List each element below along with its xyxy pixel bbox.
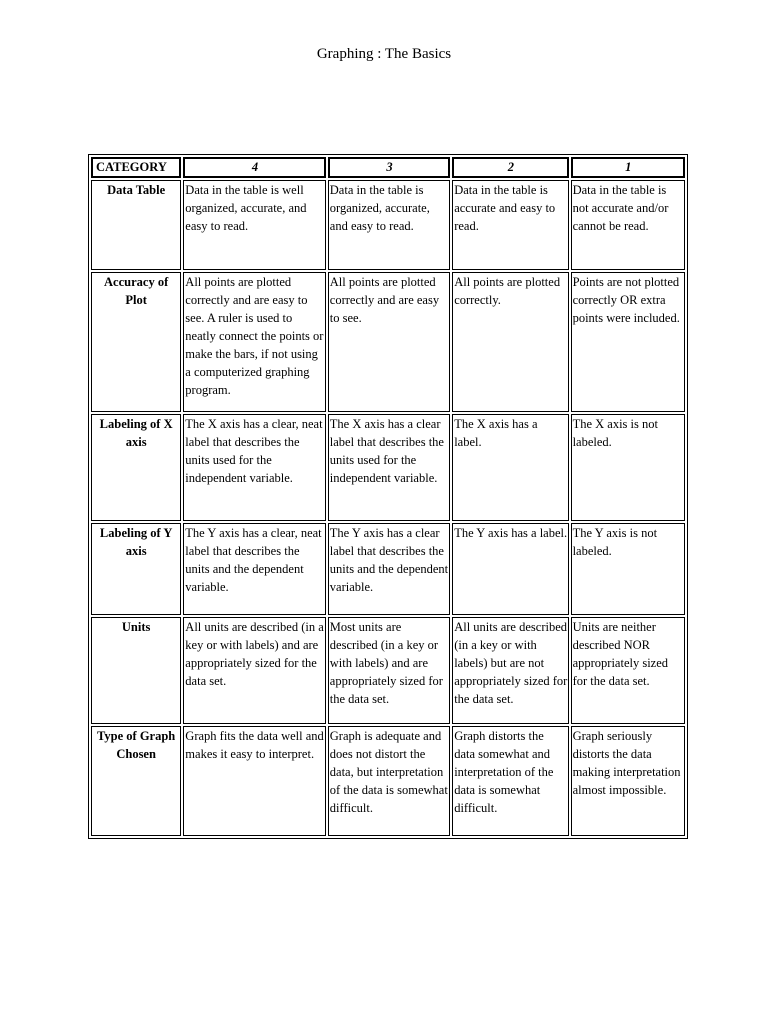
- cell-score-2: The Y axis has a label.: [452, 523, 568, 615]
- header-row: [91, 157, 685, 178]
- cell-score-4: The Y axis has a clear, neat label that describes the units and the dependent variable.: [183, 523, 325, 615]
- cell-score-3: Graph is adequate and does not distort the data, but interpretation of the data is somewhat difficult.: [328, 726, 450, 836]
- category-type-of-graph: Type of Graph Chosen: [91, 726, 181, 836]
- table-row: [91, 414, 685, 521]
- table-row: [91, 523, 685, 615]
- cell-score-2: All points are plotted correctly.: [452, 272, 568, 412]
- cell-score-3: Data in the table is organized, accurate, and easy to read.: [328, 180, 450, 270]
- cell-score-1: Graph seriously distorts the data making interpretation almost impossible.: [571, 726, 685, 836]
- cell-score-2: Graph distorts the data somewhat and interpretation of the data is somewhat difficult.: [452, 726, 568, 836]
- table-row: [91, 726, 685, 836]
- header-score-3: 3: [328, 157, 450, 178]
- cell-score-3: All points are plotted correctly and are easy to see.: [328, 272, 450, 412]
- cell-score-4: Data in the table is well organized, accurate, and easy to read.: [183, 180, 325, 270]
- cell-score-2: The X axis has a label.: [452, 414, 568, 521]
- cell-score-2: All units are described (in a key or with labels) but are not appropriately sized for the data set.: [452, 617, 568, 724]
- category-accuracy-of-plot: Accuracy of Plot: [91, 272, 181, 412]
- cell-score-4: All units are described (in a key or with labels) and are appropriately sized for the data set.: [183, 617, 325, 724]
- cell-score-3: The X axis has a clear label that describes the units used for the independent variable.: [328, 414, 450, 521]
- page-title: Graphing : The Basics: [316, 46, 452, 62]
- cell-score-3: Most units are described (in a key or with labels) and are appropriately sized for the data set.: [328, 617, 450, 724]
- table-row: [91, 180, 685, 270]
- cell-score-4: Graph fits the data well and makes it easy to interpret.: [183, 726, 325, 836]
- header-category: CATEGORY: [91, 157, 181, 178]
- cell-score-1: The Y axis is not labeled.: [571, 523, 685, 615]
- category-data-table: Data Table: [91, 180, 181, 270]
- category-labeling-x-axis: Labeling of X axis: [91, 414, 181, 521]
- cell-score-4: All points are plotted correctly and are easy to see. A ruler is used to neatly connect the points or make the bars, if not using a computerized graphing program.: [183, 272, 325, 412]
- table-row: [91, 272, 685, 412]
- header-score-2: 2: [452, 157, 568, 178]
- header-score-1: 1: [571, 157, 685, 178]
- header-score-4: 4: [183, 157, 325, 178]
- cell-score-1: Units are neither described NOR appropriately sized for the data set.: [571, 617, 685, 724]
- category-labeling-y-axis: Labeling of Y axis: [91, 523, 181, 615]
- cell-score-1: Data in the table is not accurate and/or cannot be read.: [571, 180, 685, 270]
- cell-score-3: The Y axis has a clear label that describes the units and the dependent variable.: [328, 523, 450, 615]
- cell-score-2: Data in the table is accurate and easy to read.: [452, 180, 568, 270]
- table-row: [91, 617, 685, 724]
- rubric-table: [88, 154, 688, 839]
- cell-score-4: The X axis has a clear, neat label that describes the units used for the independent variable.: [183, 414, 325, 521]
- cell-score-1: The X axis is not labeled.: [571, 414, 685, 521]
- category-units: Units: [91, 617, 181, 724]
- cell-score-1: Points are not plotted correctly OR extra points were included.: [571, 272, 685, 412]
